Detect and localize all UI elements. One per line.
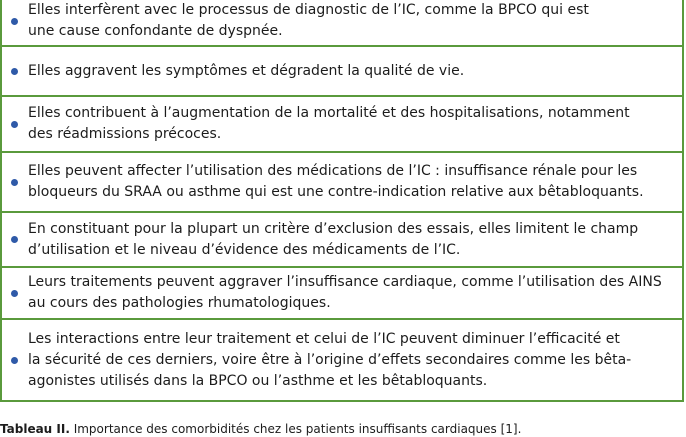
row-line: Elles aggravent les symptômes et dégradent la qualité de vie.: [28, 62, 465, 79]
bullet-icon: [11, 236, 18, 243]
table-row: [2, 95, 682, 151]
bullet-icon: [11, 179, 18, 186]
bullet-icon: [11, 290, 18, 297]
table-caption: [0, 421, 521, 437]
bullet-icon: [11, 357, 18, 364]
caption-label: Tableau II.: [0, 422, 70, 436]
row-text: [28, 272, 662, 314]
row-text: [28, 0, 589, 42]
bullet-icon: [11, 121, 18, 128]
row-line: Elles peuvent affecter l’utilisation des médications de l’IC : insuffisance rénale pour les: [28, 163, 638, 179]
row-line: des réadmissions précoces.: [28, 126, 222, 142]
row-line: Elles interfèrent avec le processus de diagnostic de l’IC, comme la BPCO qui est: [28, 2, 589, 18]
row-line: au cours des pathologies rhumatologiques.: [28, 295, 331, 311]
row-line: bloqueurs du SRAA ou asthme qui est une contre-indication relative aux bêtabloquants.: [28, 184, 644, 200]
table-row: [2, 211, 682, 266]
row-text: [28, 329, 631, 392]
row-line: En constituant pour la plupart un critère d’exclusion des essais, elles limitent le champ: [28, 220, 639, 237]
table-row: [2, 266, 682, 318]
row-line: agonistes utilisés dans la BPCO ou l’asthme et les bêtabloquants.: [28, 372, 488, 389]
bullet-icon: [11, 18, 18, 25]
row-line: Les interactions entre leur traitement et celui de l’IC peuvent diminuer l’efficacité et: [28, 330, 620, 347]
table-row: [2, 0, 682, 45]
bullet-icon: [11, 68, 18, 75]
row-text: [28, 161, 644, 203]
row-line: Leurs traitements peuvent aggraver l’insuffisance cardiaque, comme l’utilisation des AINS: [28, 274, 662, 290]
row-line: la sécurité de ces derniers, voire être à l’origine d’effets secondaires comme les bêta-: [28, 351, 632, 368]
row-line: Elles contribuent à l’augmentation de la mortalité et des hospitalisations, notamment: [28, 105, 630, 121]
row-text: [28, 219, 638, 261]
table-row: [2, 45, 682, 95]
row-text: [28, 61, 464, 82]
row-text: [28, 103, 630, 145]
table-row: [2, 318, 682, 400]
caption-text: Importance des comorbidités chez les patients insuffisants cardiaques [1].: [69, 422, 522, 436]
table-row: [2, 151, 682, 211]
row-line: une cause confondante de dyspnée.: [28, 23, 283, 39]
row-line: d’utilisation et le niveau d’évidence des médicaments de l’IC.: [28, 241, 461, 258]
